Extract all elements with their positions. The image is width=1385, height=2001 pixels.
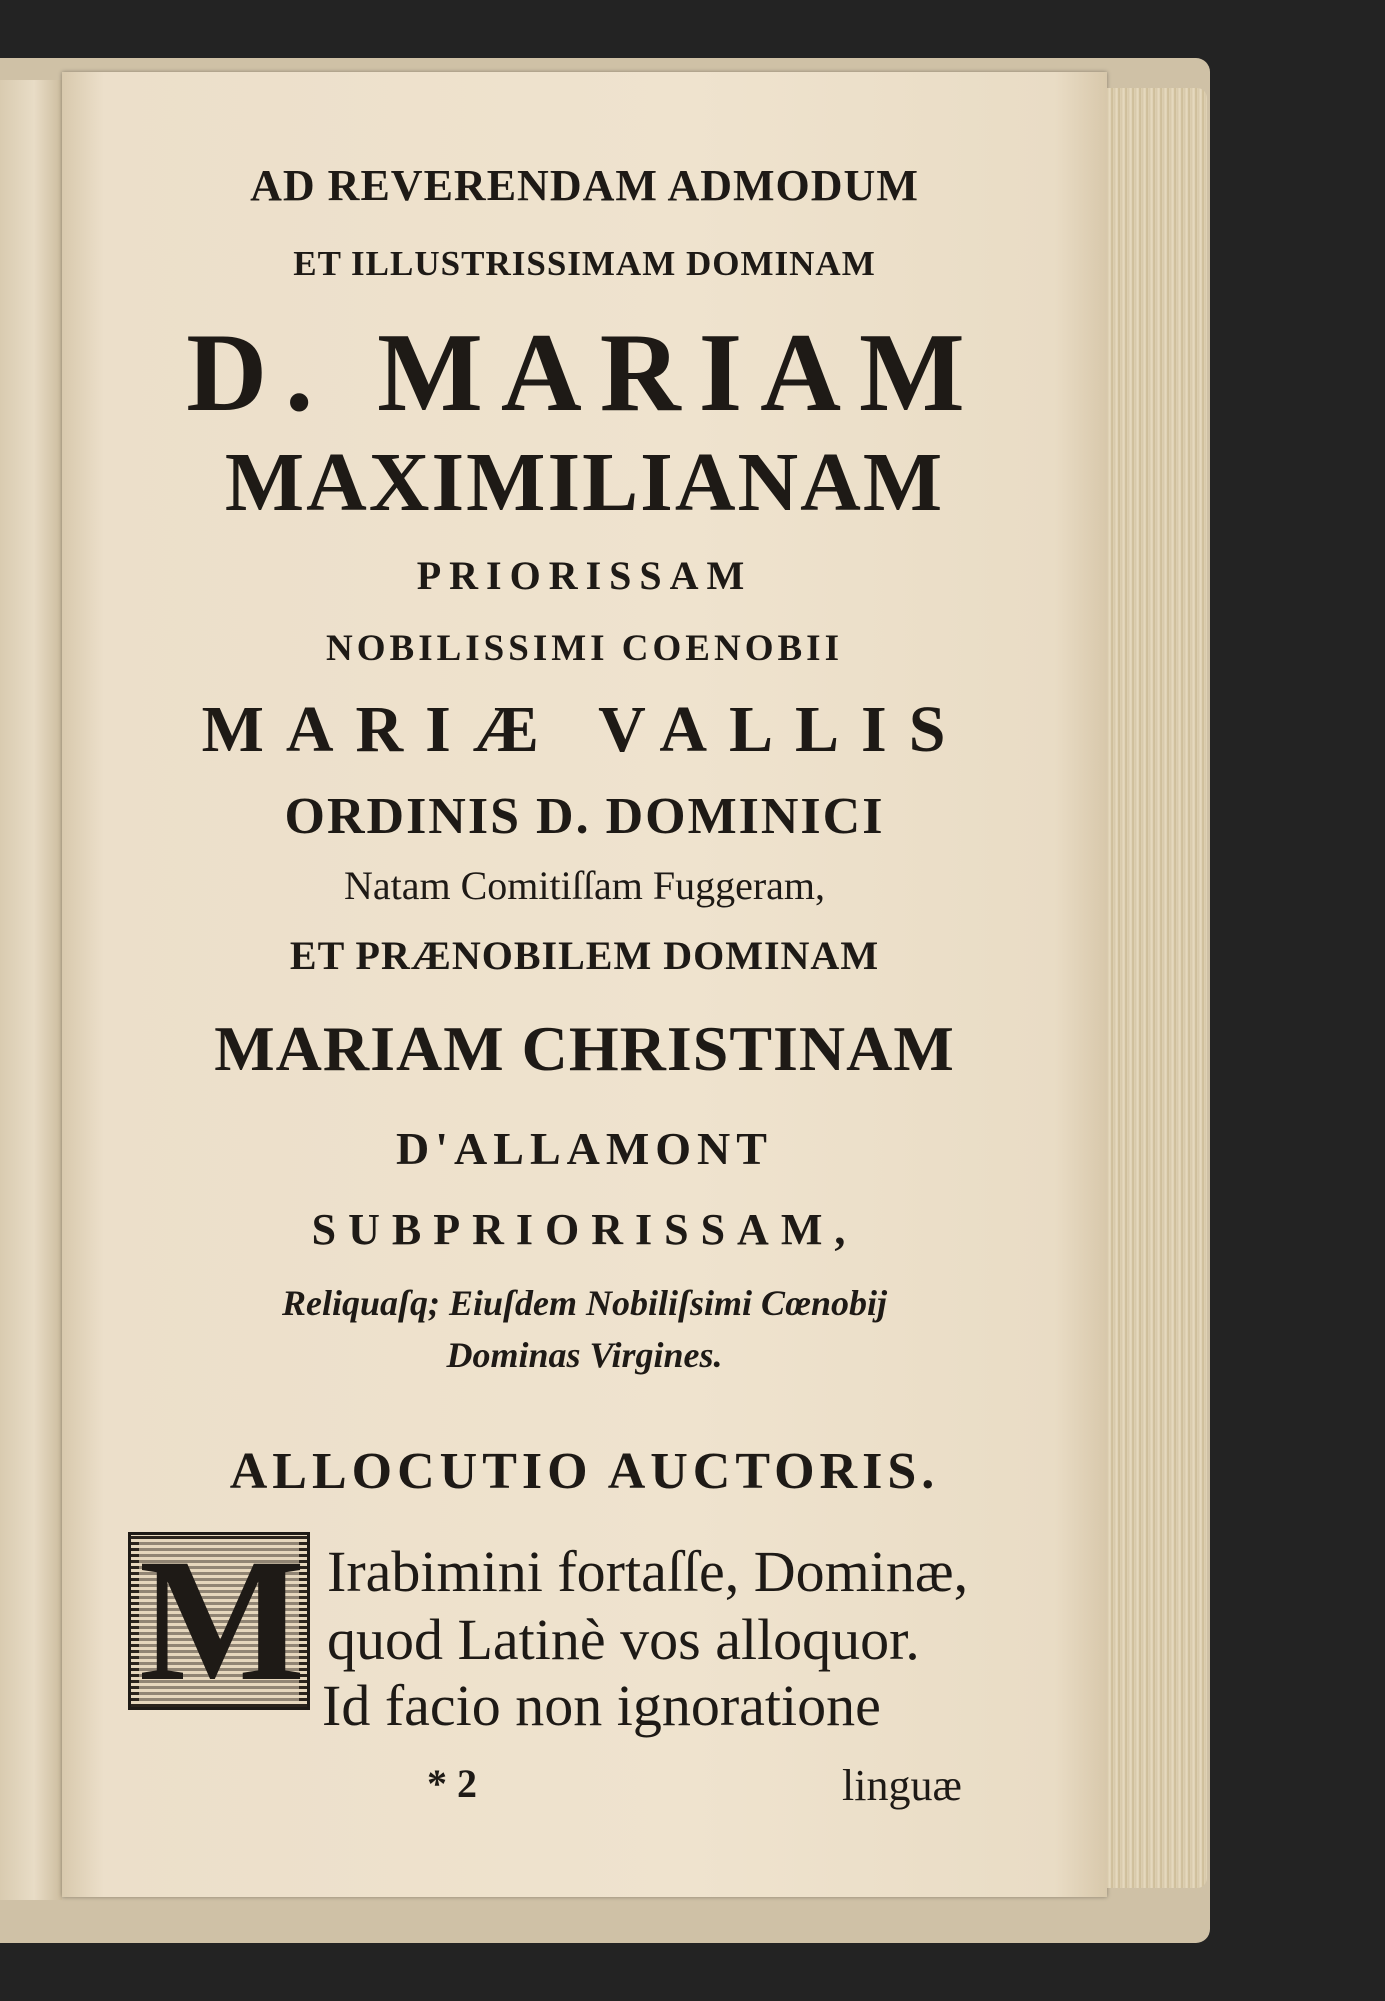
title-line: ORDINIS D. DOMINICI xyxy=(284,788,885,845)
title-line: D. MARIAM xyxy=(186,311,983,435)
title-line: ET ILLUSTRISSIMAM DOMINAM xyxy=(293,244,876,283)
signature-mark: * 2 xyxy=(427,1761,477,1806)
title-line: ET PRÆNOBILEM DOMINAM xyxy=(289,933,880,978)
title-line: Dominas Virgines. xyxy=(446,1335,723,1375)
previous-page-edge xyxy=(0,80,62,1900)
decorated-initial xyxy=(128,1523,310,1718)
title-line: Reliquaſq; Eiuſdem Nobiliſsimi Cœnobij xyxy=(281,1283,888,1323)
catchword: linguæ xyxy=(842,1761,962,1810)
title-line: MARIAM CHRISTINAM xyxy=(214,1013,955,1084)
body-line: Id facio non ignoratione xyxy=(322,1673,881,1738)
title-line: PRIORISSAM xyxy=(416,553,753,598)
title-line: D'ALLAMONT xyxy=(396,1123,773,1174)
title-line: AD REVERENDAM ADMODUM xyxy=(250,161,919,210)
title-line: MARIÆ VALLIS xyxy=(201,693,968,766)
title-line: NOBILISSIMI COENOBII xyxy=(326,628,843,669)
initial-letter: M xyxy=(139,1523,306,1718)
page-block-edges xyxy=(1107,88,1207,1888)
title-line: Natam Comitiſſam Fuggeram, xyxy=(343,863,826,908)
page-text xyxy=(62,72,1107,1897)
body-line: quod Latinè vos alloquor. xyxy=(327,1607,920,1672)
title-line: MAXIMILIANAM xyxy=(224,436,945,529)
section-heading: ALLOCUTIO AUCTORIS. xyxy=(229,1443,940,1500)
body-line: Irabimini fortaſſe, Dominæ, xyxy=(327,1539,969,1604)
title-line: SUBPRIORISSAM, xyxy=(311,1205,858,1254)
